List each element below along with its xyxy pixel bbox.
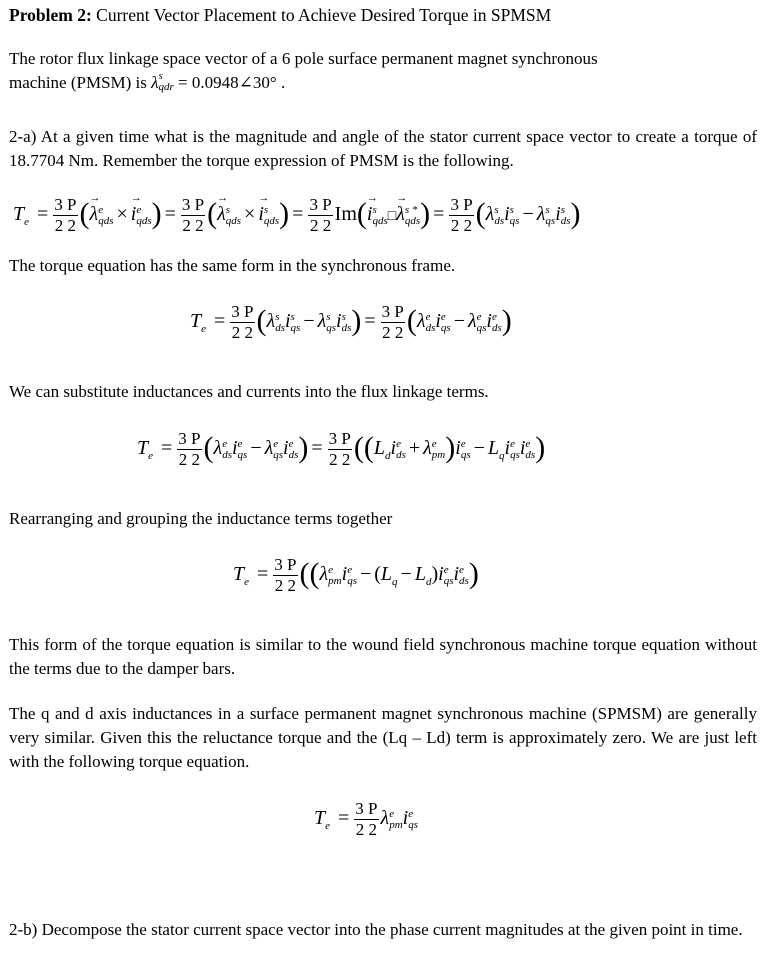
synchronous-frame-note: The torque equation has the same form in the synchronous frame.	[9, 256, 456, 275]
rotor-flux-symbol: λ s qdr	[151, 70, 174, 93]
part-b-question: 2-b) Decompose the stator current space vector into the phase current magnitudes at the given point in time.	[9, 920, 743, 939]
torque-equation-3: $T_e$ = $\frac{3 P}{2 2}$ (λ e ds i e qs − λ e qs i e ds ) = $\frac{3 P}{2 2}$ (($L_di$ e ds + λ e pm )i e qs − $L_qi$ e qs i e ds )	[137, 429, 546, 469]
intro-paragraph	[9, 47, 757, 95]
problem-title	[9, 5, 551, 26]
intro-line-1: The rotor flux linkage space vector of a 6 pole surface permanent magnet synchronous	[9, 49, 598, 68]
torque-equation-4: $T_e$ = $\frac{3 P}{2 2}$ ((λ e pm i e qs − $(L_q - L_d)i$ e qs i e ds )	[233, 555, 479, 595]
part-a-question: 2-a) At a given time what is the magnitude and angle of the stator current space vector to create a torque of 18.7704 Nm. Remember the torque expression of PMSM is the following.	[9, 127, 757, 170]
fraction-3p-22: $\frac{3 P}{2 2}$	[54, 195, 77, 235]
torque-equation-5: $T_e$ = $\frac{3 P}{2 2}$ λ e pm i e qs	[314, 799, 418, 839]
problem-number: Problem 2:	[9, 5, 92, 25]
intro-line-2: machine (PMSM) is λ s qdr = 0.0948∠30° .	[9, 70, 286, 93]
similar-note: This form of the torque equation is similar to the wound field synchronous machine torque equation without the terms due to the damper bars.	[9, 635, 757, 678]
rotor-flux-value: = 0.0948∠30°	[178, 73, 277, 92]
rearrange-note: Rearranging and grouping the inductance terms together	[9, 509, 393, 528]
problem-title-text: Current Vector Placement to Achieve Desired Torque in SPMSM	[91, 5, 552, 25]
torque-equation-1: $T_e$ = $\frac{3 P}{2 2}$ (→ λ e qds ×→ i e qds ) = $\frac{3 P}{2 2}$ (→ λ s qds ×→ i s qds ) = $\frac{3 P}{2 2}$ Im(→ i s qds □→ λ s * qds ) = $\frac{3 P}{2 2}$ (λ s ds i s qs − λ s qs i s ds )	[13, 196, 581, 235]
spmsm-note: The q and d axis inductances in a surface permanent magnet synchronous machine (SPMSM) are generally very similar. Given this the reluctance torque and the (Lq – Ld) term is approximately zero. We are just left with the following torque equation.	[9, 704, 757, 771]
substitute-note: We can substitute inductances and currents into the flux linkage terms.	[9, 382, 489, 401]
torque-equation-2: $T_e$ = $\frac{3 P}{2 2}$ (λ s ds i s qs − λ s qs i s ds ) = $\frac{3 P}{2 2}$ (λ e ds i e qs − λ e qs i e ds )	[190, 302, 512, 342]
